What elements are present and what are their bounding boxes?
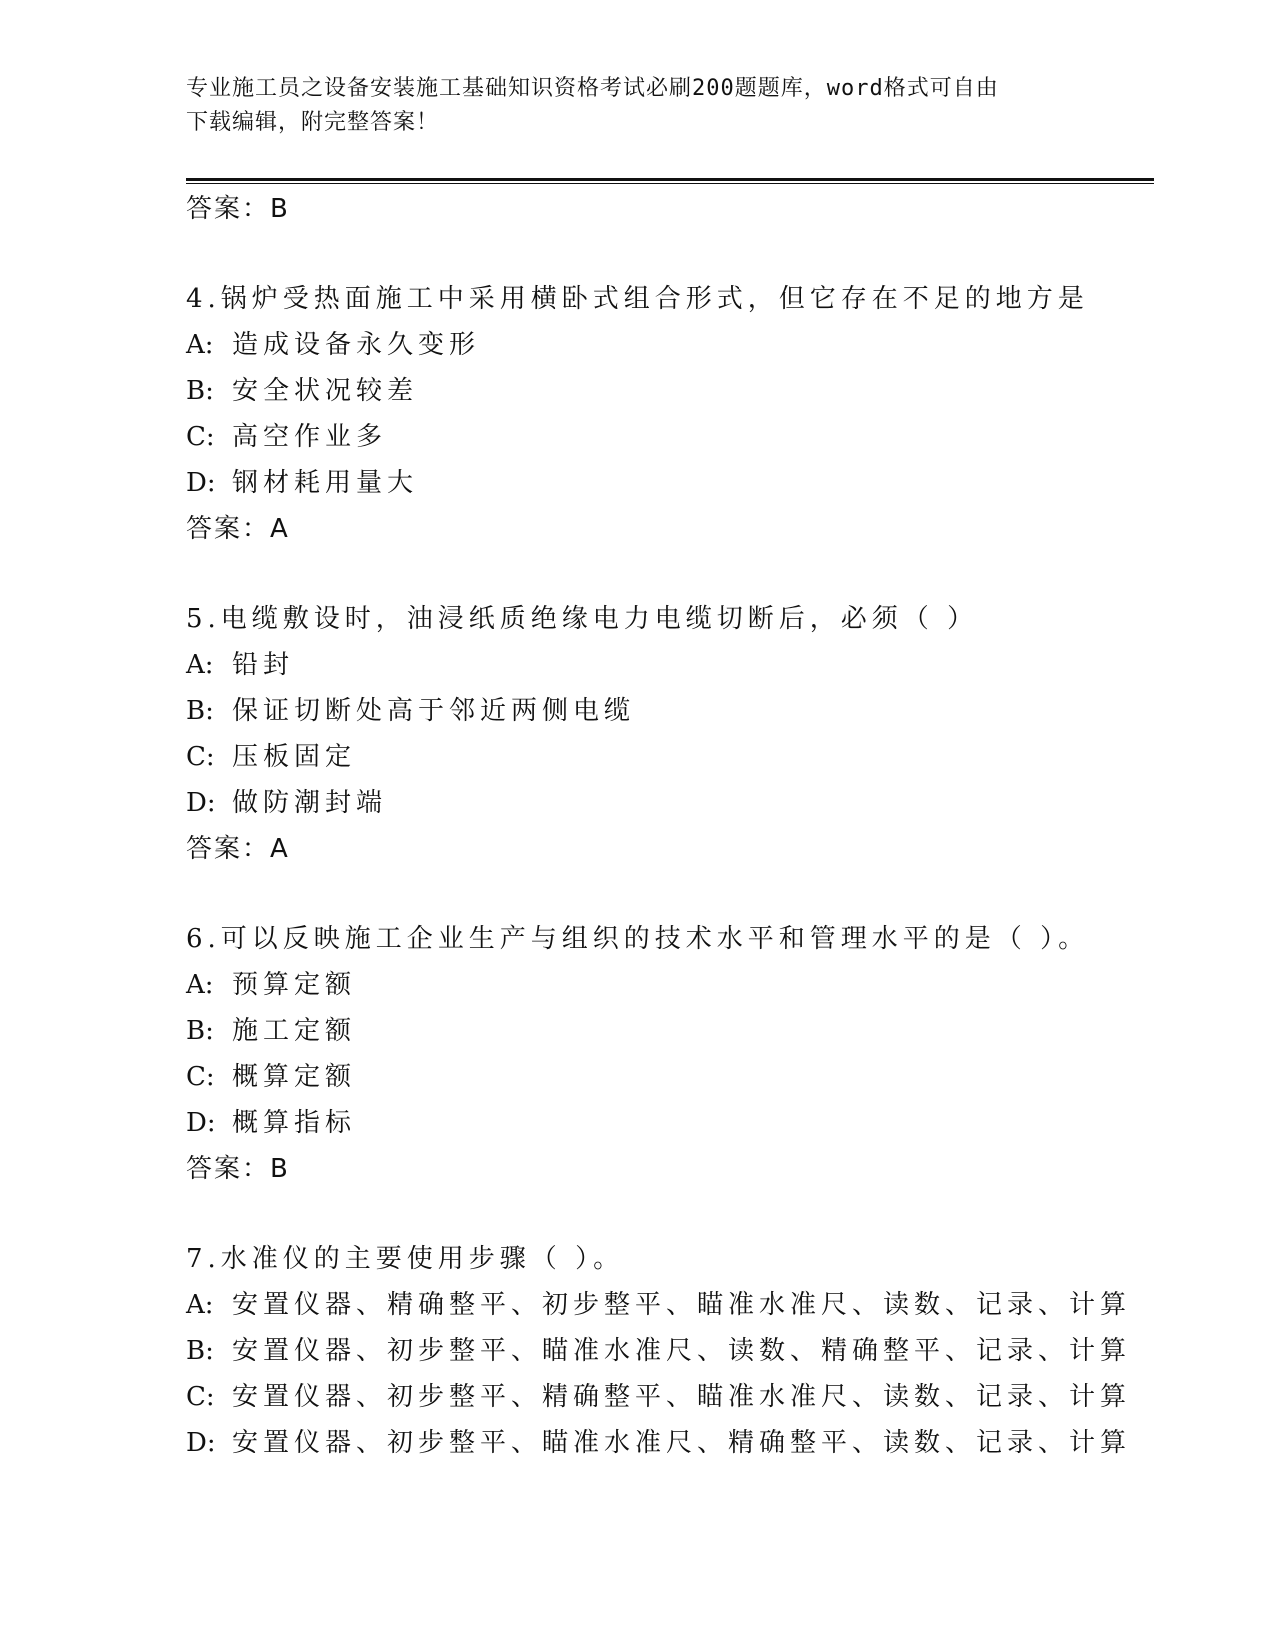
question-stem: 7.水准仪的主要使用步骤（ ）。	[186, 1244, 625, 1274]
option-text: 安置仪器、初步整平、精确整平、瞄准水准尺、读数、记录、计算	[232, 1382, 1132, 1412]
option-a	[186, 1282, 1154, 1328]
option-key: D:	[186, 788, 216, 818]
option-d	[186, 1420, 1154, 1466]
option-d	[186, 780, 1154, 826]
option-key: A:	[186, 650, 214, 680]
option-key: B:	[186, 696, 214, 726]
option-key: B:	[186, 1336, 214, 1366]
option-c	[186, 414, 1154, 460]
option-text: 高空作业多	[232, 422, 388, 452]
option-d	[186, 460, 1154, 506]
question-7	[186, 1236, 1154, 1466]
answer: 答案：A	[186, 834, 290, 864]
question-stem: 5.电缆敷设时，油浸纸质绝缘电力电缆切断后，必须（ ）	[186, 604, 979, 634]
option-key: B:	[186, 376, 214, 406]
question-4	[186, 276, 1154, 552]
header-line-1: 专业施工员之设备安装施工基础知识资格考试必刷200题题库，word格式可自由	[186, 76, 999, 101]
question-5	[186, 596, 1154, 872]
option-key: C:	[186, 1062, 215, 1092]
question-stem: 6.可以反映施工企业生产与组织的技术水平和管理水平的是（ ）。	[186, 924, 1090, 954]
option-text: 做防潮封端	[232, 788, 388, 818]
option-b	[186, 1328, 1154, 1374]
option-d	[186, 1100, 1154, 1146]
page-content	[186, 186, 1154, 1466]
answer: 答案：B	[186, 1154, 290, 1184]
header-line-2: 下载编辑，附完整答案！	[186, 110, 440, 135]
option-text: 安全状况较差	[232, 376, 419, 406]
option-b	[186, 368, 1154, 414]
option-key: A:	[186, 970, 214, 1000]
option-text: 压板固定	[232, 742, 357, 772]
option-a	[186, 962, 1154, 1008]
previous-answer: 答案：B	[186, 194, 290, 224]
option-text: 安置仪器、初步整平、瞄准水准尺、精确整平、读数、记录、计算	[232, 1428, 1132, 1458]
option-key: D:	[186, 468, 216, 498]
option-text: 造成设备永久变形	[232, 330, 481, 360]
option-text: 保证切断处高于邻近两侧电缆	[232, 696, 636, 726]
option-key: A:	[186, 1290, 214, 1320]
option-text: 概算定额	[232, 1062, 357, 1092]
option-text: 安置仪器、初步整平、瞄准水准尺、读数、精确整平、记录、计算	[232, 1336, 1132, 1366]
option-key: B:	[186, 1016, 214, 1046]
option-a	[186, 322, 1154, 368]
option-key: C:	[186, 1382, 215, 1412]
option-b	[186, 1008, 1154, 1054]
option-c	[186, 1054, 1154, 1100]
option-text: 预算定额	[232, 970, 357, 1000]
option-key: D:	[186, 1428, 216, 1458]
option-key: A:	[186, 330, 214, 360]
question-stem: 4.锅炉受热面施工中采用横卧式组合形式，但它存在不足的地方是	[186, 284, 1089, 314]
option-text: 施工定额	[232, 1016, 357, 1046]
header-divider-thick	[186, 178, 1154, 181]
option-c	[186, 1374, 1154, 1420]
option-text: 概算指标	[232, 1108, 357, 1138]
answer: 答案：A	[186, 514, 290, 544]
option-a	[186, 642, 1154, 688]
option-b	[186, 688, 1154, 734]
header-divider-thin	[186, 183, 1154, 184]
option-key: C:	[186, 422, 215, 452]
option-text: 铅封	[232, 650, 295, 680]
option-c	[186, 734, 1154, 780]
option-text: 钢材耗用量大	[232, 468, 419, 498]
option-text: 安置仪器、精确整平、初步整平、瞄准水准尺、读数、记录、计算	[232, 1290, 1132, 1320]
question-6	[186, 916, 1154, 1192]
option-key: C:	[186, 742, 215, 772]
option-key: D:	[186, 1108, 216, 1138]
document-header	[186, 72, 1066, 140]
